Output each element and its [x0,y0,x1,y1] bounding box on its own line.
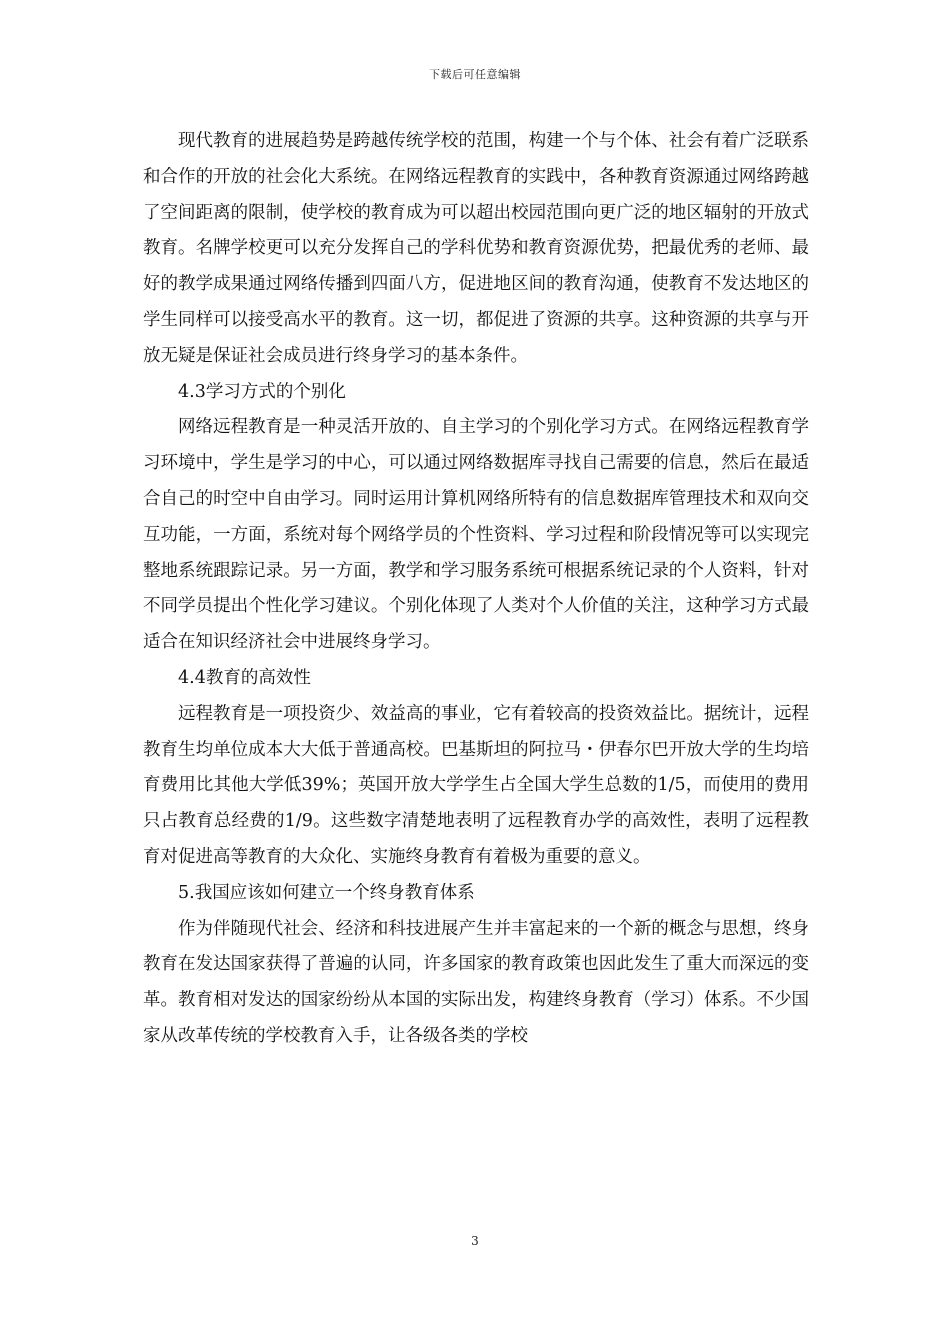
section-heading-4-3: 4.3学习方式的个别化 [178,381,346,402]
paragraph-individualized-learning: 网络远程教育是一种灵活开放的、自主学习的个别化学习方式。在网络远程教育学习环境中，学生是学习的中心，可以通过网络数据库寻找自己需要的信息，然后在最适合自己的时空中自由学习。同时运用计算机网络所特有的信息数据库管理技术和双向交互功能，一方面，系统对每个网络学员的个性资料、学习过程和阶段情况等可以实现完整地系统跟踪记录。另一方面，教学和学习服务系统可根据系统记录的个人资料，针对不同学员提出个性化学习建议。个别化体现了人类对个人价值的关注，这种学习方式最适合在知识经济社会中进展终身学习。 [143,417,809,653]
page-number: 3 [471,1234,479,1248]
paragraph-resource-sharing: 现代教育的进展趋势是跨越传统学校的范围，构建一个与个体、社会有着广泛联系和合作的开放的社会化大系统。在网络远程教育的实践中，各种教育资源通过网络跨越了空间距离的限制，使学校的教育成为可以超出校园范围向更广泛的地区辐射的开放式教育。名牌学校更可以充分发挥自己的学科优势和教育资源优势，把最优秀的老师、最好的教学成果通过网络传播到四面八方，促进地区间的教育沟通，使教育不发达地区的学生同样可以接受高水平的教育。这一切，都促进了资源的共享。这种资源的共享与开放无疑是保证社会成员进行终身学习的基本条件。 [143,131,809,366]
section-heading-5: 5.我国应该如何建立一个终身教育体系 [178,882,475,903]
section-heading-4-4: 4.4教育的高效性 [178,667,311,688]
document-body [143,124,809,1055]
page-header: 下载后可任意编辑 [429,68,521,81]
paragraph-efficiency: 远程教育是一项投资少、效益高的事业，它有着较高的投资效益比。据统计，远程教育生均单位成本大大低于普通高校。巴基斯坦的阿拉马・伊春尔巴开放大学的生均培育费用比其他大学低39%；英国开放大学学生占全国大学生总数的1/5，而使用的费用只占教育总经费的1/9。这些数字清楚地表明了远程教育办学的高效性，表明了远程教育对促进高等教育的大众化、实施终身教育有着极为重要的意义。 [143,703,809,867]
paragraph-lifelong-education: 作为伴随现代社会、经济和科技进展产生并丰富起来的一个新的概念与思想，终身教育在发达国家获得了普遍的认同，许多国家的教育政策也因此发生了重大而深远的变革。教育相对发达的国家纷纷从本国的实际出发，构建终身教育（学习）体系。不少国家从改革传统的学校教育入手，让各级各类的学校 [143,918,809,1046]
